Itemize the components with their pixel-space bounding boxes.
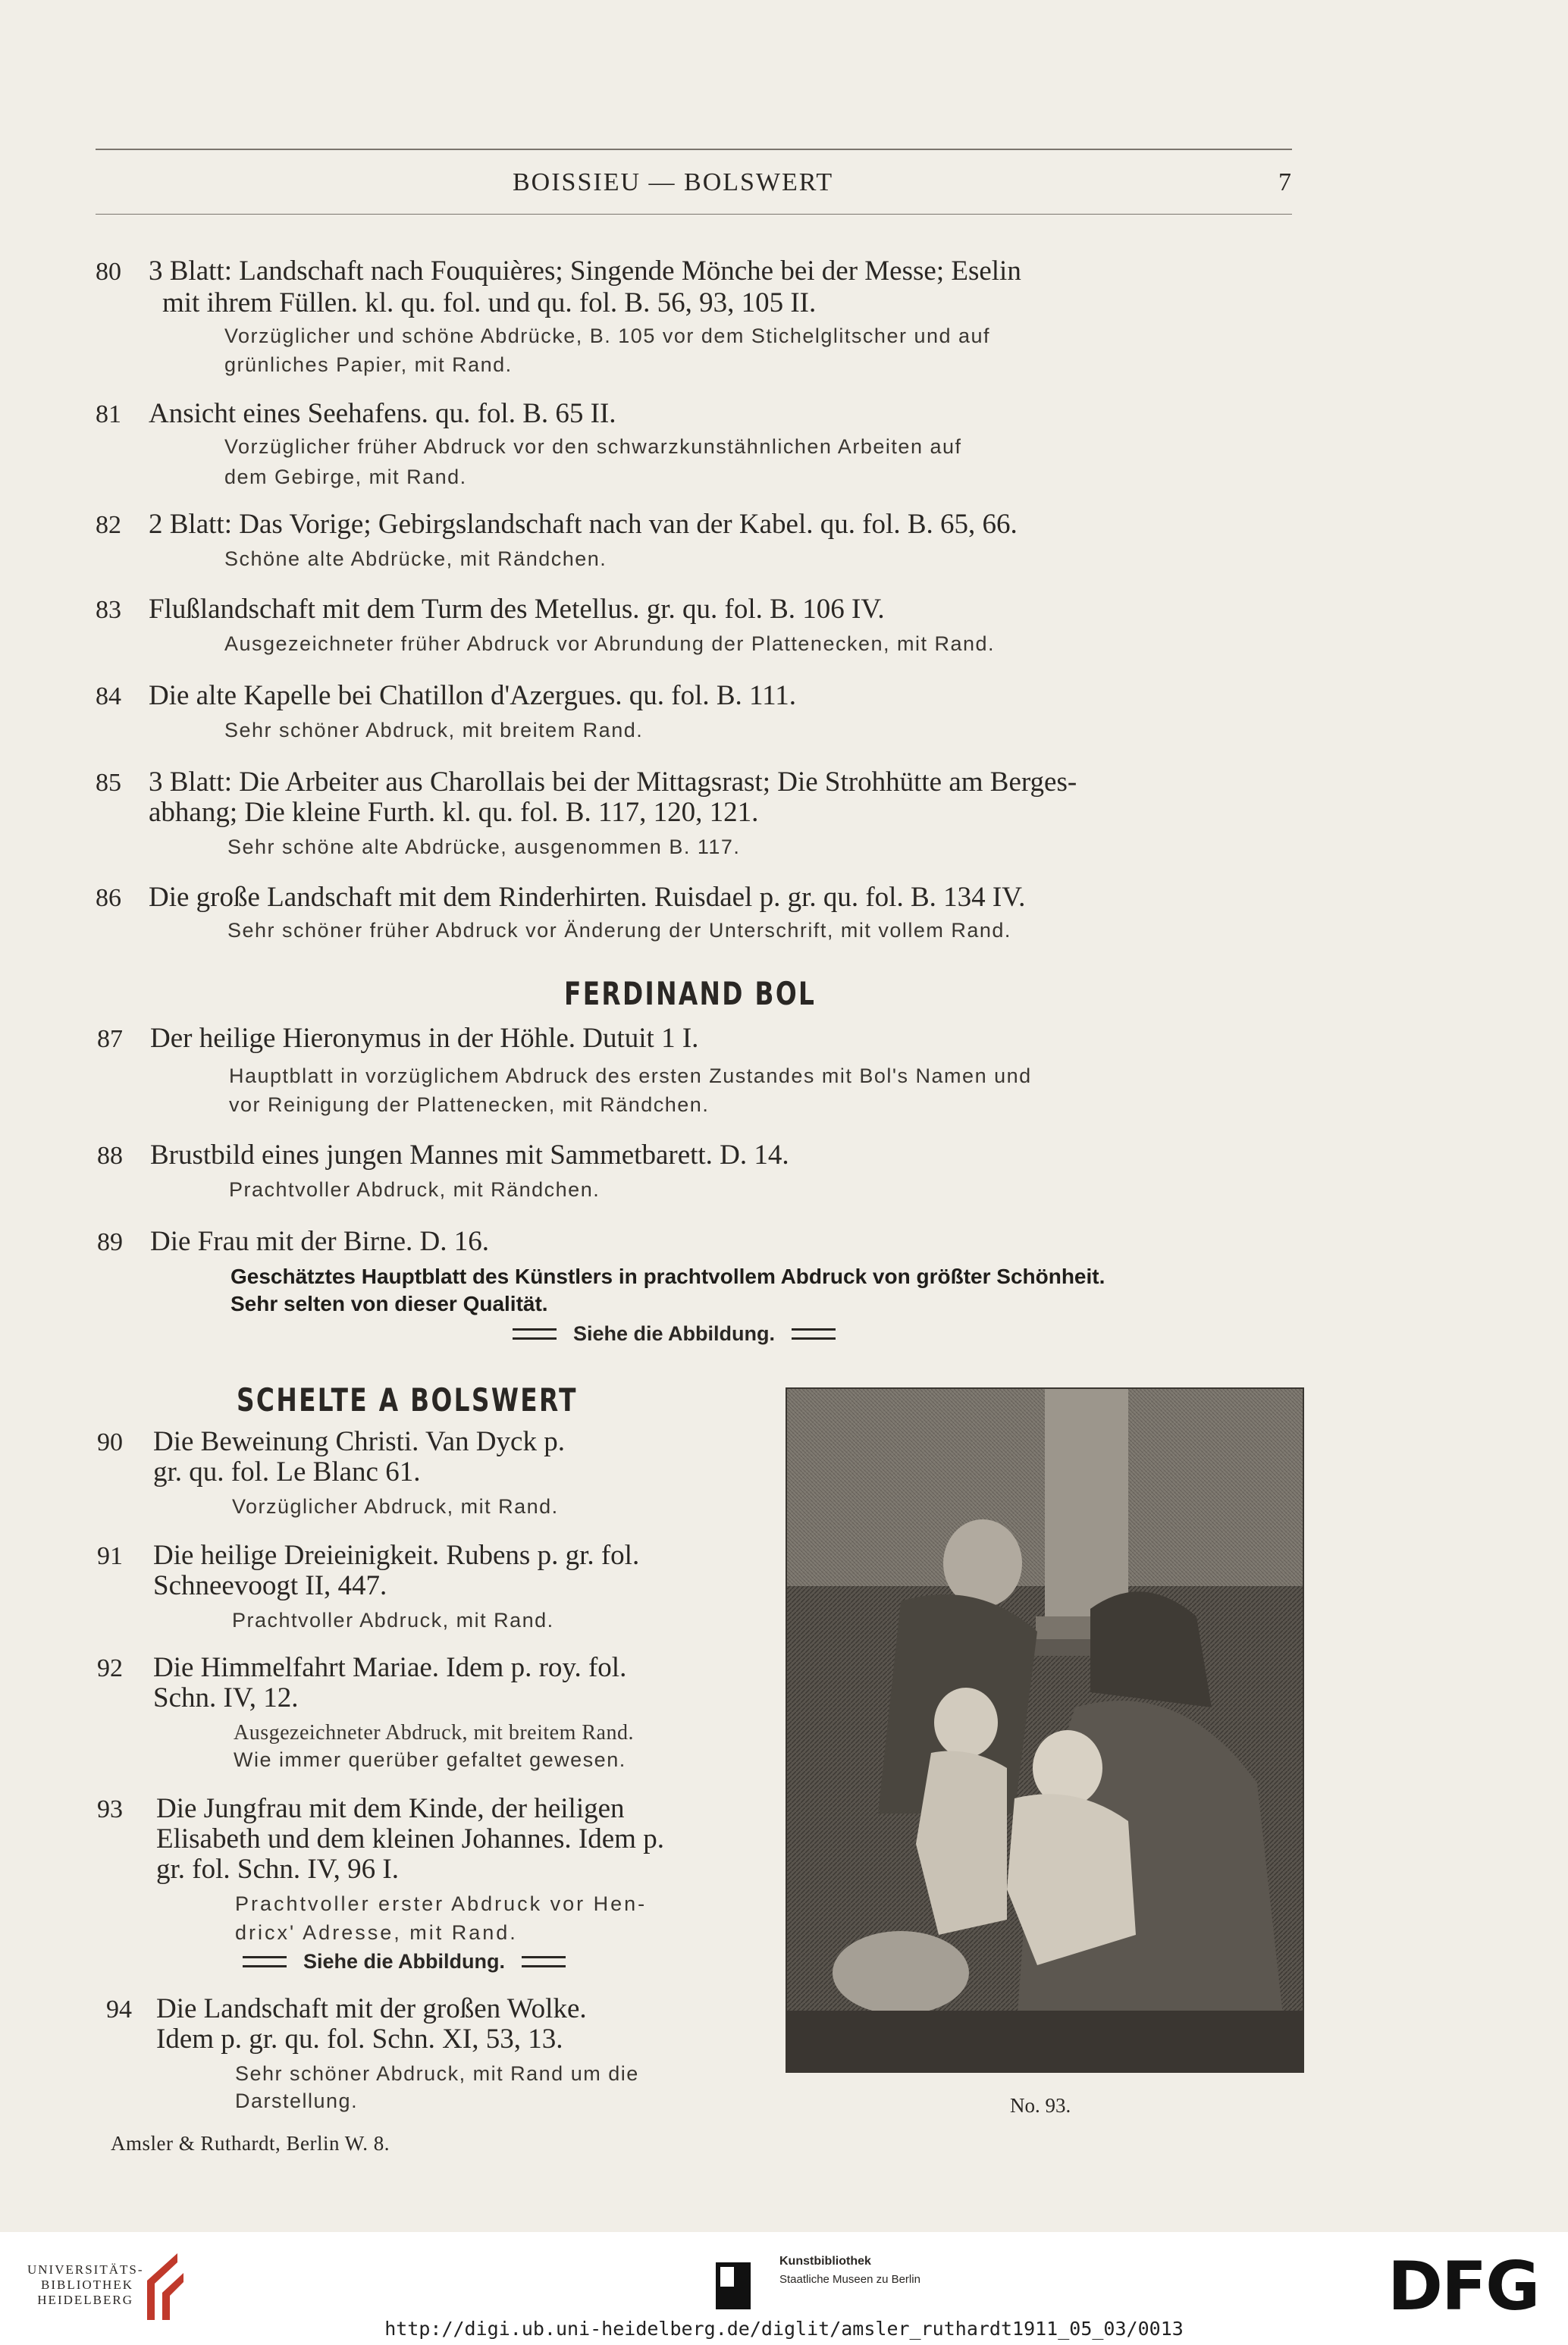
see-illustration-label: Siehe die Abbildung.	[303, 1950, 506, 1973]
entry-title-line: Flußlandschaft mit dem Turm des Metellus. gr. qu. fol. B. 106 IV.	[149, 594, 885, 625]
entry-title-line: gr. qu. fol. Le Blanc 61.	[153, 1456, 421, 1488]
kunstbibliothek-subtitle: Staatliche Museen zu Berlin	[779, 2273, 920, 2286]
entry-number: 94	[106, 1995, 132, 2024]
entry-note: Vorzüglicher und schöne Abdrücke, B. 105 vor dem Stichelglitscher und auf	[224, 324, 991, 347]
entry-number: 91	[97, 1542, 123, 1570]
univ-line: UNIVERSITÄTS-	[27, 2262, 144, 2277]
entry-title-line: Brustbild eines jungen Mannes mit Sammetbarett. D. 14.	[150, 1140, 789, 1171]
entry-note: Hauptblatt in vorzüglichem Abdruck des ersten Zustandes mit Bol's Namen und	[229, 1064, 1032, 1087]
entry-number: 92	[97, 1654, 123, 1682]
entry-note: Sehr schöner Abdruck, mit Rand um die	[235, 2062, 639, 2085]
entry-number: 87	[97, 1025, 123, 1053]
entry-number: 88	[97, 1142, 123, 1170]
entry-title-line: 3 Blatt: Die Arbeiter aus Charollais bei der Mittagsrast; Die Strohhütte am Berges-	[149, 767, 1077, 798]
entry-number: 90	[97, 1428, 123, 1456]
dfg-logo: DFG	[1388, 2247, 1539, 2325]
header-rule	[96, 214, 1292, 215]
entry-number: 82	[96, 511, 121, 539]
entry-title-line: Der heilige Hieronymus in der Höhle. Dutuit 1 I.	[150, 1023, 699, 1054]
entry-note: grünliches Papier, mit Rand.	[224, 353, 513, 376]
entry-number: 83	[96, 596, 121, 624]
kunstbibliothek-title: Kunstbibliothek	[779, 2255, 871, 2268]
univ-line: HEIDELBERG	[37, 2293, 133, 2307]
entry-note: Vorzüglicher früher Abdruck vor den schwarzkunstähnlichen Arbeiten auf	[224, 435, 962, 458]
top-rule	[96, 149, 1292, 150]
entry-title-line: Die große Landschaft mit dem Rinderhirten. Ruisdael p. gr. qu. fol. B. 134 IV.	[149, 882, 1026, 913]
entry-number: 85	[96, 769, 121, 797]
entry-note: dricx' Adresse, mit Rand.	[235, 1921, 518, 1944]
heidelberg-logo-icon	[140, 2250, 193, 2323]
entry-note: Vorzüglicher Abdruck, mit Rand.	[232, 1495, 559, 1518]
double-rule-right	[522, 1956, 566, 1967]
section-heading-bol: FERDINAND BOL	[564, 975, 817, 1012]
entry-title-line: 2 Blatt: Das Vorige; Gebirgslandschaft nach van der Kabel. qu. fol. B. 65, 66.	[149, 509, 1018, 540]
engraving-image	[787, 1389, 1303, 2071]
entry-note: Wie immer querüber gefaltet gewesen.	[234, 1748, 626, 1771]
entry-title-line: Schneevoogt II, 447.	[153, 1570, 387, 1601]
university-library-logo-text	[27, 2262, 144, 2308]
entry-note: Ausgezeichneter Abdruck, mit breitem Rand.	[234, 1721, 634, 1745]
entry-number: 84	[96, 682, 121, 710]
entry-title-line: mit ihrem Füllen. kl. qu. fol. und qu. fol. B. 56, 93, 105 II.	[162, 287, 817, 318]
entry-note: Prachtvoller erster Abdruck vor Hen-	[235, 1892, 648, 1915]
entry-number: 89	[97, 1228, 123, 1256]
entry-title-line: Die Jungfrau mit dem Kinde, der heiligen	[156, 1793, 625, 1824]
entry-title-line: abhang; Die kleine Furth. kl. qu. fol. B. 117, 120, 121.	[149, 797, 759, 828]
entry-note: Sehr schöner früher Abdruck vor Änderung der Unterschrift, mit vollem Rand.	[227, 919, 1011, 942]
entry-number: 86	[96, 884, 121, 912]
entry-note: Prachtvoller Abdruck, mit Rand.	[232, 1609, 554, 1632]
entry-note: Schöne alte Abdrücke, mit Rändchen.	[224, 547, 607, 570]
entry-note: vor Reinigung der Plattenecken, mit Rändchen.	[229, 1093, 710, 1116]
entry-title-line: Die Beweinung Christi. Van Dyck p.	[153, 1426, 565, 1457]
entry-number: 93	[97, 1795, 123, 1823]
entry-title-line: 3 Blatt: Landschaft nach Fouquières; Singende Mönche bei der Messe; Eselin	[149, 256, 1021, 287]
double-rule-left	[513, 1328, 557, 1340]
entry-title-line: Idem p. gr. qu. fol. Schn. XI, 53, 13.	[156, 2024, 563, 2055]
entry-note: Darstellung.	[235, 2089, 359, 2112]
entry-title-line: Die Frau mit der Birne. D. 16.	[150, 1226, 489, 1257]
entry-title-line: Die heilige Dreieinigkeit. Rubens p. gr. fol.	[153, 1540, 640, 1571]
entry-note: Ausgezeichneter früher Abdruck vor Abrundung der Plattenecken, mit Rand.	[224, 632, 996, 655]
section-heading-schelte: SCHELTE A BOLSWERT	[237, 1381, 578, 1419]
entry-number: 80	[96, 258, 121, 286]
double-rule-left	[243, 1956, 287, 1967]
univ-line: BIBLIOTHEK	[41, 2278, 133, 2292]
see-illustration-note	[513, 1322, 836, 1346]
entry-note: Sehr schöne alte Abdrücke, ausgenommen B. 117.	[227, 835, 741, 858]
publisher-line: Amsler & Ruthardt, Berlin W. 8.	[111, 2132, 390, 2155]
see-illustration-label: Siehe die Abbildung.	[573, 1322, 776, 1345]
entry-title-line: Die Himmelfahrt Mariae. Idem p. roy. fol.	[153, 1652, 627, 1683]
engraving-illustration	[786, 1387, 1304, 2073]
entry-title-line: gr. fol. Schn. IV, 96 I.	[156, 1854, 399, 1885]
kunstbibliothek-logo-icon	[716, 2262, 751, 2309]
entry-note: dem Gebirge, mit Rand.	[224, 466, 467, 488]
page-header-title: BOISSIEU — BOLSWERT	[513, 168, 834, 196]
figure-caption: No. 93.	[1010, 2094, 1071, 2117]
see-illustration-note	[243, 1950, 566, 1973]
entry-note: Sehr schöner Abdruck, mit breitem Rand.	[224, 719, 644, 741]
entry-title-line: Elisabeth und dem kleinen Johannes. Idem p.	[156, 1823, 664, 1854]
page-number: 7	[1278, 168, 1293, 196]
entry-note: Prachtvoller Abdruck, mit Rändchen.	[229, 1178, 601, 1201]
entry-title-line: Die alte Kapelle bei Chatillon d'Azergues. qu. fol. B. 111.	[149, 680, 797, 711]
entry-title-line: Ansicht eines Seehafens. qu. fol. B. 65 II.	[149, 398, 616, 429]
double-rule-right	[792, 1328, 836, 1340]
entry-title-line: Schn. IV, 12.	[153, 1682, 299, 1713]
entry-note-bold: Sehr selten von dieser Qualität.	[230, 1292, 548, 1315]
entry-number: 81	[96, 400, 121, 428]
entry-note-bold: Geschätztes Hauptblatt des Künstlers in prachtvollem Abdruck von größter Schönheit.	[230, 1265, 1105, 1288]
source-url[interactable]: http://digi.ub.uni-heidelberg.de/diglit/amsler_ruthardt1911_05_03/0013	[384, 2318, 1184, 2340]
entry-title-line: Die Landschaft mit der großen Wolke.	[156, 1993, 587, 2024]
